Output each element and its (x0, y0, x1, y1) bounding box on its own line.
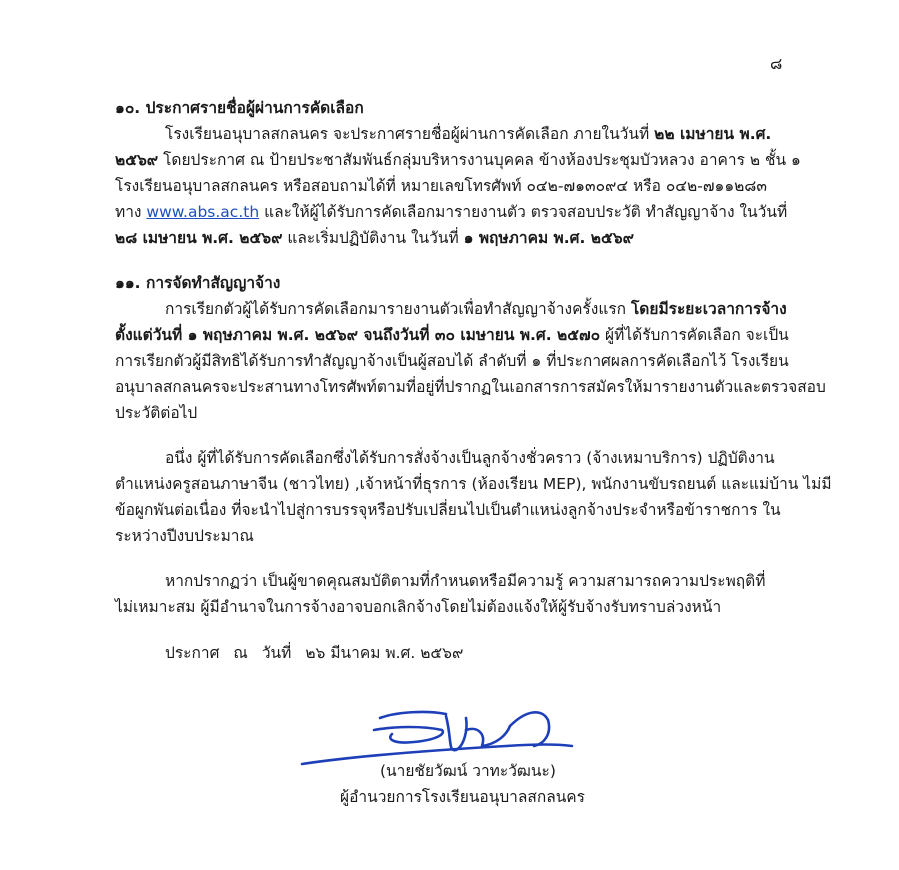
text-span: ณ (233, 644, 248, 662)
section-11-heading: ๑๑. การจัดทำสัญญาจ้าง (115, 274, 281, 292)
year-bold: ๒๕๖๙ (115, 151, 159, 169)
section-11-p2-line-2: ตำแหน่งครูสอนภาษาจีน (ชาวไทย) ,เจ้าหน้าที่ธุรการ (ห้องเรียน MEP), พนักงานขับรถยนต์ และแม่บ้าน ไม่มี (115, 475, 832, 493)
section-10-line-1 (165, 121, 771, 147)
text-span: วันที่ (261, 644, 292, 662)
date-bold: ๒๒ เมษายน พ.ศ. (654, 125, 772, 143)
website-link[interactable]: www.abs.ac.th (146, 203, 260, 221)
section-11-p1-line-5: ประวัติต่อไป (115, 404, 198, 422)
signatory-position: ผู้อำนวยการโรงเรียนอนุบาลสกลนคร (340, 788, 585, 806)
section-10-line-5 (115, 225, 634, 251)
section-11-p1-line-4: อนุบาลสกลนครจะประสานทางโทรศัพท์ตามที่อยู่ที่ปรากฏในเอกสารการสมัครให้มารายงานตัวและตรวจสอบ (115, 378, 826, 396)
text-span: การเรียกตัวผู้ได้รับการคัดเลือกมารายงานตัวเพื่อทำสัญญาจ้างครั้งแรก (165, 300, 631, 318)
section-11-p3-line-2: ไม่เหมาะสม ผู้มีอำนาจในการจ้างอาจบอกเลิกจ้างโดยไม่ต้องแจ้งให้ผู้รับจ้างรับทราบล่วงหน้า (115, 598, 722, 616)
section-10-line-4 (115, 199, 787, 225)
section-11-p3-line-1: หากปรากฏว่า เป็นผู้ขาดคุณสมบัติตามที่กำหนดหรือมีความรู้ ความสามารถความประพฤติที่ (165, 572, 766, 590)
text-span: โดยประกาศ ณ ป้ายประชาสัมพันธ์กลุ่มบริหารงานบุคคล ข้างห้องประชุมบัวหลวง อาคาร ๒ ชั้น ๑ (158, 151, 801, 169)
text-span: และเริ่มปฏิบัติงาน ในวันที่ (282, 229, 464, 247)
text-span: โรงเรียนอนุบาลสกลนคร จะประกาศรายชื่อผู้ผ่านการคัดเลือก ภายในวันที่ (165, 125, 655, 143)
text-span: ๒๖ มีนาคม พ.ศ. ๒๕๖๙ (305, 644, 464, 662)
section-11-p2-line-3: ข้อผูกพันต่อเนื่อง ที่จะนำไปสู่การบรรจุหรือปรับเปลี่ยนไปเป็นตำแหน่งลูกจ้างประจำหรือข้าราชการ ใน (115, 501, 781, 519)
section-10-line-2 (115, 147, 801, 173)
section-11-p2-line-4: ระหว่างปีงบประมาณ (115, 527, 254, 545)
contract-dates-bold: ตั้งแต่วันที่ ๑ พฤษภาคม พ.ศ. ๒๕๖๙ จนถึงวันที่ ๓๐ เมษายน พ.ศ. ๒๕๗๐ (115, 326, 601, 344)
announcement-date (165, 640, 463, 666)
report-date-bold: ๒๘ เมษายน พ.ศ. ๒๕๖๙ (115, 229, 283, 247)
section-11-p1-line-2 (115, 322, 789, 348)
signatory-name: (นายชัยวัฒน์ วาทะวัฒนะ) (380, 762, 556, 780)
text-span: ทาง (115, 203, 147, 221)
section-10-line-3: โรงเรียนอนุบาลสกลนคร หรือสอบถามได้ที่ หมายเลขโทรศัพท์ ๐๔๒-๗๑๓๐๙๔ หรือ ๐๔๒-๗๑๑๒๘๓ (115, 177, 767, 195)
text-span: ประกาศ (165, 644, 220, 662)
text-span: ผู้ที่ได้รับการคัดเลือก จะเป็น (600, 326, 789, 344)
section-11-p1-line-3: การเรียกตัวผู้มีสิทธิได้รับการทำสัญญาจ้างเป็นผู้สอบได้ ลำดับที่ ๑ ที่ประกาศผลการคัดเลือกไว้ โรงเรียน (115, 352, 789, 370)
start-date-bold: ๑ พฤษภาคม พ.ศ. ๒๕๖๙ (463, 229, 634, 247)
section-11-p1-line-1 (165, 296, 787, 322)
contract-period-bold: โดยมีระยะเวลาการจ้าง (630, 300, 787, 318)
page-number: ๘ (770, 54, 783, 73)
section-11-p2-line-1: อนึ่ง ผู้ที่ได้รับการคัดเลือกซึ่งได้รับการสั่งจ้างเป็นลูกจ้างชั่วคราว (จ้างเหมาบริการ) ปฏิบัติงาน (165, 449, 775, 467)
section-10-heading: ๑๐. ประกาศรายชื่อผู้ผ่านการคัดเลือก (115, 99, 364, 117)
text-span: และให้ผู้ได้รับการคัดเลือกมารายงานตัว ตรวจสอบประวัติ ทำสัญญาจ้าง ในวันที่ (259, 203, 788, 221)
